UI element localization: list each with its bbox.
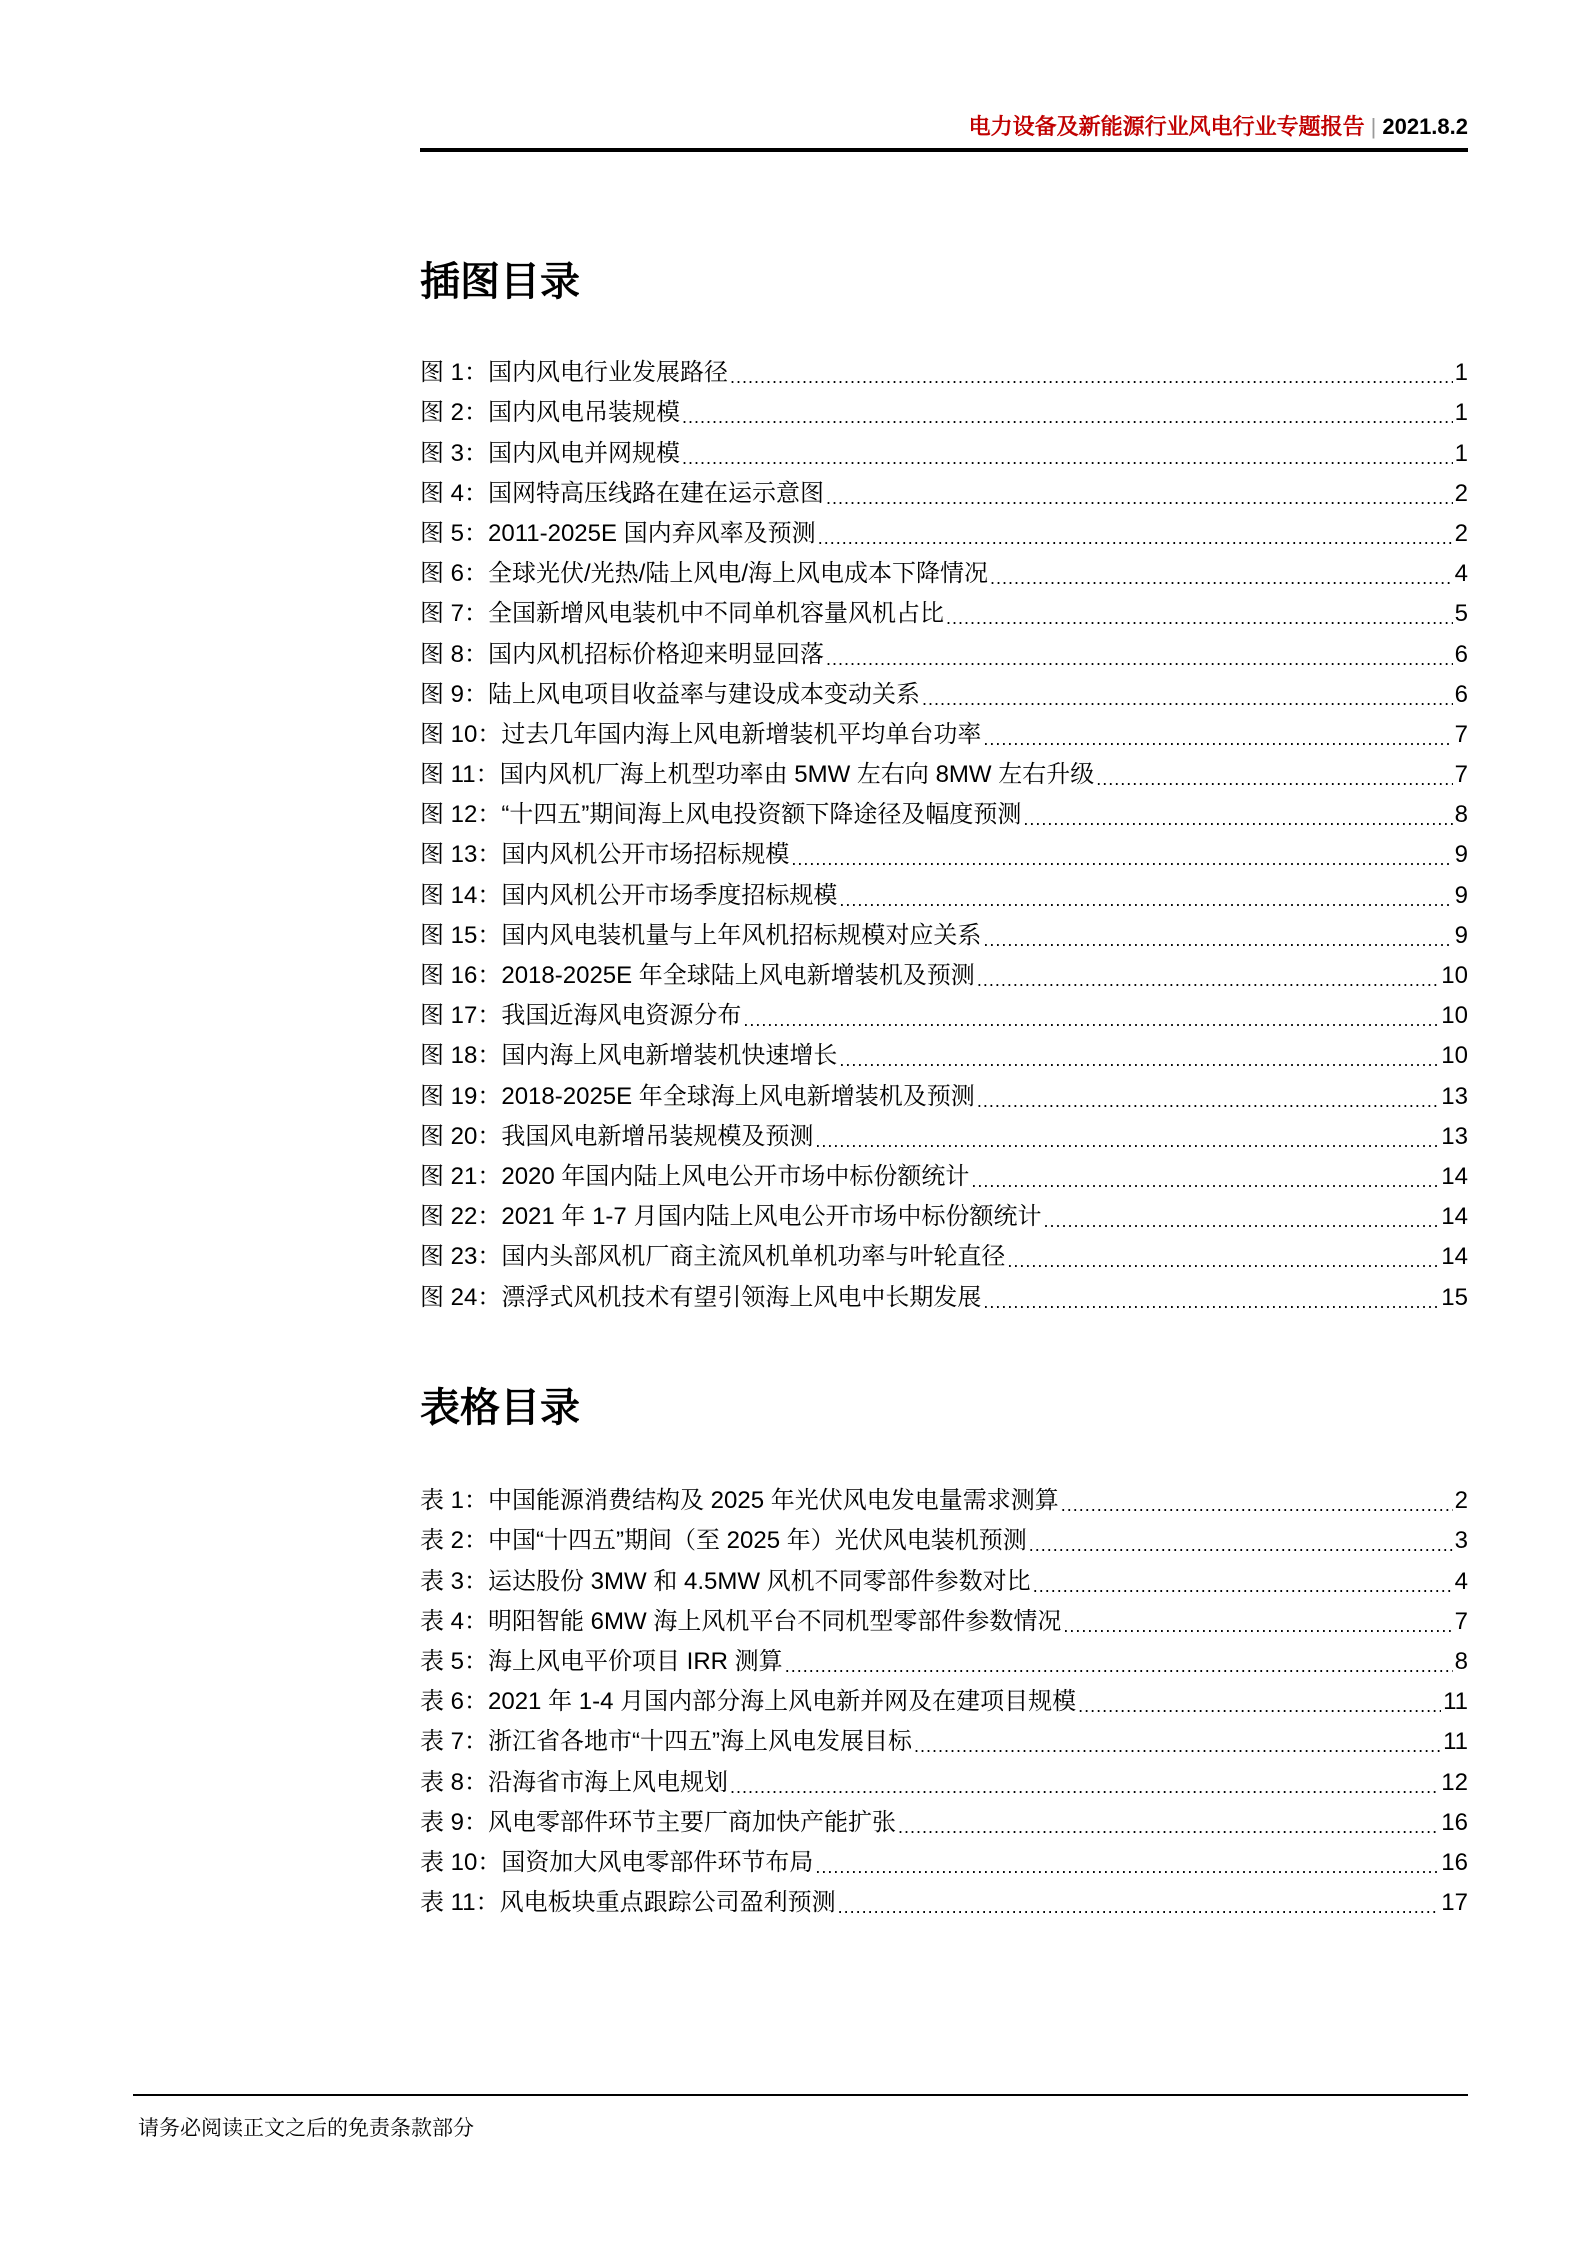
leader-dots (1007, 1250, 1439, 1272)
toc-entry[interactable] (420, 911, 1468, 951)
toc-entry[interactable] (420, 1071, 1468, 1111)
toc-entry-page: 16 (1441, 1848, 1468, 1876)
toc-entry-label[interactable]: 图 15：国内风电装机量与上年风机招标规模对应关系 (420, 921, 982, 949)
figures-heading: 插图目录 (420, 260, 580, 304)
toc-entry[interactable] (420, 1272, 1468, 1312)
toc-entry-page: 7 (1454, 720, 1468, 748)
toc-entry[interactable] (420, 750, 1468, 790)
toc-entry[interactable] (420, 388, 1468, 428)
toc-entry-label[interactable]: 表 7：浙江省各地市“十四五”海上风电发展目标 (420, 1728, 912, 1756)
leader-dots (977, 969, 1439, 991)
toc-entry-page: 13 (1441, 1082, 1468, 1110)
toc-entry-label[interactable]: 图 2：国内风电吊装规模 (420, 399, 681, 427)
footer-rule (133, 2094, 1468, 2096)
report-title: 电力设备及新能源行业风电行业专题报告 (968, 114, 1365, 139)
leader-dots (1061, 1494, 1453, 1516)
toc-entry-page: 11 (1443, 1688, 1468, 1716)
toc-entry[interactable] (420, 629, 1468, 669)
toc-entry-page: 7 (1454, 761, 1468, 789)
toc-entry-label[interactable]: 图 8：国内风机招标价格迎来明显回落 (420, 640, 825, 668)
leader-dots (838, 1896, 1440, 1918)
toc-entry-label[interactable]: 图 1：国内风电行业发展路径 (420, 359, 729, 387)
toc-entry-label[interactable]: 图 21：2020 年国内陆上风电公开市场中标份额统计 (420, 1162, 970, 1190)
toc-entry-page: 10 (1441, 962, 1468, 989)
toc-entry-page: 2 (1454, 1487, 1468, 1515)
toc-entry-page: 2 (1454, 479, 1468, 507)
toc-entry-label[interactable]: 表 5：海上风电平价项目 IRR 测算 (420, 1647, 783, 1675)
toc-entry-label[interactable]: 图 5：2011-2025E 国内弃风率及预测 (420, 519, 816, 547)
toc-entry[interactable] (420, 1232, 1468, 1272)
leader-dots (815, 1130, 1439, 1152)
toc-entry[interactable] (420, 1677, 1468, 1717)
toc-entry-page: 4 (1454, 560, 1468, 588)
toc-entry[interactable] (420, 469, 1468, 509)
toc-entry-label[interactable]: 表 8：沿海省市海上风电规划 (420, 1768, 729, 1796)
toc-entry-label[interactable]: 图 12：“十四五”期间海上风电投资额下降途径及幅度预测 (420, 801, 1022, 829)
toc-entry[interactable] (420, 951, 1468, 991)
toc-entry[interactable] (420, 1476, 1468, 1516)
toc-entry[interactable] (420, 1878, 1468, 1918)
toc-entry-page: 3 (1454, 1527, 1468, 1555)
toc-entry-label[interactable]: 图 24：漂浮式风机技术有望引领海上风电中长期发展 (420, 1283, 982, 1311)
toc-entry-label[interactable]: 图 20：我国风电新增吊装规模及预测 (420, 1122, 814, 1150)
toc-entry-page: 14 (1441, 1203, 1468, 1231)
toc-entry-page: 11 (1443, 1728, 1468, 1756)
leader-dots (914, 1735, 1441, 1757)
leader-dots (818, 527, 1453, 549)
report-date: 2021.8.2 (1382, 114, 1468, 139)
toc-entry[interactable] (420, 589, 1468, 629)
toc-entry-label[interactable]: 表 2：中国“十四五”期间（至 2025 年）光伏风电装机预测 (420, 1527, 1027, 1555)
toc-entry-label[interactable]: 图 14：国内风机公开市场季度招标规模 (420, 881, 838, 909)
toc-entry-page: 8 (1454, 1647, 1468, 1675)
figures-list (420, 348, 1468, 1313)
leader-dots (1063, 1615, 1452, 1637)
leader-dots (971, 1170, 1439, 1192)
toc-entry-label[interactable]: 图 7：全国新增风电装机中不同单机容量风机占比 (420, 600, 945, 628)
toc-entry-page: 15 (1441, 1283, 1468, 1311)
toc-entry[interactable] (420, 1192, 1468, 1232)
toc-entry[interactable] (420, 1556, 1468, 1596)
toc-entry-label[interactable]: 图 23：国内头部风机厂商主流风机单机功率与叶轮直径 (420, 1243, 1006, 1271)
leader-dots (1023, 808, 1452, 830)
toc-entry-label[interactable]: 表 6：2021 年 1-4 月国内部分海上风电新并网及在建项目规模 (420, 1688, 1077, 1716)
header-separator: | (1370, 114, 1377, 139)
toc-entry[interactable] (420, 870, 1468, 910)
toc-entry-label[interactable]: 表 11：风电板块重点跟踪公司盈利预测 (420, 1889, 836, 1917)
leader-dots (983, 728, 1452, 750)
toc-entry[interactable] (420, 1597, 1468, 1637)
toc-entry-page: 10 (1441, 1042, 1468, 1070)
toc-entry-page: 1 (1454, 359, 1468, 387)
toc-entry[interactable] (420, 1757, 1468, 1797)
toc-entry[interactable] (420, 710, 1468, 750)
toc-entry[interactable] (420, 1637, 1468, 1677)
toc-entry-label[interactable]: 图 18：国内海上风电新增装机快速增长 (420, 1042, 838, 1070)
toc-entry[interactable] (420, 670, 1468, 710)
toc-entry-label[interactable]: 图 13：国内风机公开市场招标规模 (420, 841, 790, 869)
toc-entry-label[interactable]: 表 10：国资加大风电零部件环节布局 (420, 1848, 814, 1876)
toc-entry-label[interactable]: 图 17：我国近海风电资源分布 (420, 1002, 742, 1030)
leader-dots (922, 688, 1453, 710)
toc-entry-label[interactable]: 图 11：国内风机厂海上机型功率由 5MW 左右向 8MW 左右升级 (420, 761, 1095, 789)
toc-entry[interactable] (420, 1112, 1468, 1152)
leader-dots (785, 1655, 1453, 1677)
leader-dots (791, 848, 1452, 870)
leader-dots (983, 929, 1452, 951)
toc-entry-page: 1 (1454, 399, 1468, 427)
toc-entry-page: 8 (1454, 801, 1468, 829)
leader-dots (826, 487, 1453, 509)
leader-dots (983, 1291, 1439, 1313)
toc-entry-label[interactable]: 图 9：陆上风电项目收益率与建设成本变动关系 (420, 680, 921, 708)
tables-heading: 表格目录 (420, 1386, 580, 1430)
toc-entry[interactable] (420, 1152, 1468, 1192)
leader-dots (1043, 1210, 1439, 1232)
tables-list (420, 1476, 1468, 1918)
toc-entry-page: 7 (1454, 1607, 1468, 1635)
toc-entry-page: 9 (1454, 841, 1468, 869)
toc-entry-label[interactable]: 表 4：明阳智能 6MW 海上风机平台不同机型零部件参数情况 (420, 1607, 1062, 1635)
toc-entry[interactable] (420, 549, 1468, 589)
toc-entry[interactable] (420, 1031, 1468, 1071)
toc-entry-label[interactable]: 图 19：2018-2025E 年全球海上风电新增装机及预测 (420, 1082, 975, 1110)
toc-entry-label[interactable]: 表 1：中国能源消费结构及 2025 年光伏风电发电量需求测算 (420, 1487, 1059, 1515)
toc-entry-label[interactable]: 图 22：2021 年 1-7 月国内陆上风电公开市场中标份额统计 (420, 1203, 1042, 1231)
leader-dots (898, 1816, 1439, 1838)
toc-entry[interactable] (420, 790, 1468, 830)
toc-entry-label[interactable]: 表 3：运达股份 3MW 和 4.5MW 风机不同零部件参数对比 (420, 1567, 1031, 1595)
toc-entry[interactable] (420, 509, 1468, 549)
toc-entry[interactable] (420, 1717, 1468, 1757)
toc-entry-page: 14 (1441, 1243, 1468, 1271)
leader-dots (1029, 1534, 1453, 1556)
leader-dots (839, 1049, 1439, 1071)
toc-entry-label[interactable]: 图 3：国内风电并网规模 (420, 439, 681, 467)
report-header (420, 110, 1468, 141)
leader-dots (682, 447, 1453, 469)
leader-dots (815, 1856, 1439, 1878)
leader-dots (946, 607, 1453, 629)
toc-entry[interactable] (420, 1798, 1468, 1838)
leader-dots (682, 406, 1453, 428)
toc-entry-label[interactable]: 图 10：过去几年国内海上风电新增装机平均单台功率 (420, 720, 982, 748)
toc-entry-page: 12 (1441, 1768, 1468, 1796)
toc-entry-page: 16 (1441, 1808, 1468, 1836)
leader-dots (730, 366, 1453, 388)
header-rule (420, 148, 1468, 152)
toc-entry-page: 1 (1454, 439, 1468, 467)
toc-entry-page: 9 (1454, 881, 1468, 909)
toc-entry-page: 13 (1441, 1122, 1468, 1150)
leader-dots (839, 889, 1452, 911)
toc-entry[interactable] (420, 830, 1468, 870)
leader-dots (977, 1090, 1439, 1112)
leader-dots (1096, 768, 1452, 790)
toc-entry-page: 9 (1454, 921, 1468, 949)
leader-dots (730, 1776, 1439, 1798)
toc-entry-page: 10 (1441, 1002, 1468, 1030)
toc-entry-page: 14 (1441, 1162, 1468, 1190)
toc-entry-label[interactable]: 图 4：国网特高压线路在建在运示意图 (420, 479, 825, 507)
leader-dots (990, 567, 1453, 589)
toc-entry[interactable] (420, 1516, 1468, 1556)
toc-entry[interactable] (420, 428, 1468, 468)
leader-dots (1078, 1695, 1441, 1717)
toc-entry-page: 17 (1441, 1889, 1468, 1917)
toc-entry-page: 6 (1454, 640, 1468, 668)
toc-entry-label[interactable]: 表 9：风电零部件环节主要厂商加快产能扩张 (420, 1808, 897, 1836)
toc-entry-page: 5 (1454, 600, 1468, 628)
toc-entry-page: 6 (1454, 680, 1468, 708)
leader-dots (1033, 1575, 1453, 1597)
toc-entry-page: 2 (1454, 519, 1468, 547)
toc-entry[interactable] (420, 1838, 1468, 1878)
toc-entry[interactable] (420, 991, 1468, 1031)
toc-entry-page: 4 (1454, 1567, 1468, 1595)
leader-dots (743, 1009, 1439, 1031)
toc-entry[interactable] (420, 348, 1468, 388)
toc-entry-label[interactable]: 图 6：全球光伏/光热/陆上风电/海上风电成本下降情况 (420, 560, 989, 588)
toc-entry-label[interactable]: 图 16：2018-2025E 年全球陆上风电新增装机及预测 (420, 962, 975, 989)
footer-disclaimer: 请务必阅读正文之后的免责条款部分 (138, 2117, 474, 2140)
leader-dots (826, 648, 1453, 670)
